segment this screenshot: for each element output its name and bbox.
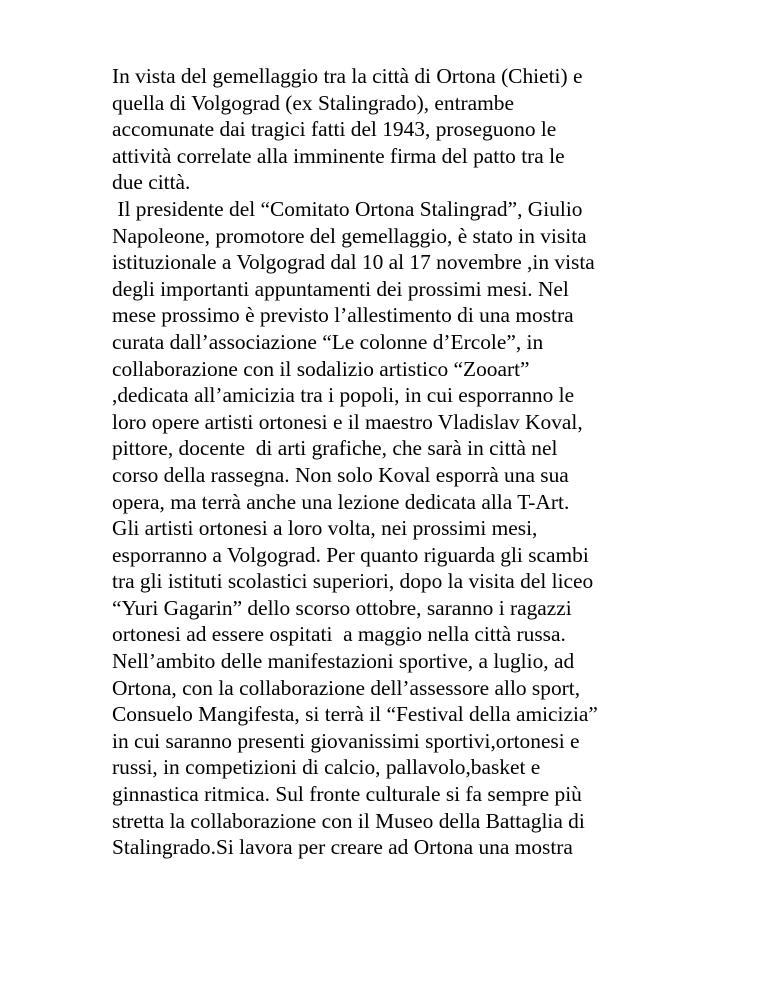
- text-line: Napoleone, promotore del gemellaggio, è stato in visita: [112, 223, 587, 248]
- text-line: quella di Volgograd (ex Stalingrado), entrambe: [112, 90, 514, 115]
- text-line: curata dall’associazione “Le colonne d’Ercole”, in: [112, 329, 544, 354]
- text-line: Nell’ambito delle manifestazioni sportive, a luglio, ad: [112, 649, 575, 674]
- text-line: loro opere artisti ortonesi e il maestro Vladislav Koval,: [112, 409, 583, 434]
- text-line: ,dedicata all’amicizia tra i popoli, in cui esporranno le: [112, 383, 575, 408]
- text-line: mese prossimo è previsto l’allestimento di una mostra: [112, 303, 574, 328]
- text-line: In vista del gemellaggio tra la città di Ortona (Chieti) e: [112, 64, 583, 88]
- text-line: Stalingrado.Si lavora per creare ad Ortona una mostra: [112, 835, 573, 860]
- text-line: tra gli istituti scolastici superiori, dopo la visita del liceo: [112, 569, 594, 594]
- text-line: corso della rassegna. Non solo Koval esporrà una sua: [112, 462, 569, 487]
- text-line: pittore, docente di arti grafiche, che sarà in città nel: [112, 436, 558, 461]
- text-line: degli importanti appuntamenti dei prossimi mesi. Nel: [112, 276, 569, 301]
- text-line: collaborazione con il sodalizio artistico “Zooart”: [112, 356, 530, 381]
- text-line: Gli artisti ortonesi a loro volta, nei prossimi mesi,: [112, 516, 538, 541]
- text-line: opera, ma terrà anche una lezione dedicata alla T-Art.: [112, 489, 570, 514]
- text-line: accomunate dai tragici fatti del 1943, proseguono le: [112, 117, 557, 142]
- text-line: esporranno a Volgograd. Per quanto riguarda gli scambi: [112, 542, 589, 567]
- text-line: Il presidente del “Comitato Ortona Stalingrad”, Giulio: [112, 196, 583, 221]
- text-line: ginnastica ritmica. Sul fronte culturale si fa sempre più: [112, 782, 582, 807]
- text-line: istituzionale a Volgograd dal 10 al 17 novembre ,in vista: [112, 250, 595, 275]
- text-line: “Yuri Gagarin” dello scorso ottobre, saranno i ragazzi: [112, 595, 572, 620]
- article-body: [112, 63, 712, 861]
- text-line: due città.: [112, 170, 191, 195]
- text-line: attività correlate alla imminente firma del patto tra le: [112, 143, 565, 168]
- text-line: stretta la collaborazione con il Museo della Battaglia di: [112, 808, 585, 833]
- text-line: Consuelo Mangifesta, si terrà il “Festival della amicizia”: [112, 702, 598, 727]
- text-line: russi, in competizioni di calcio, pallavolo,basket e: [112, 755, 541, 780]
- text-line: in cui saranno presenti giovanissimi sportivi,ortonesi e: [112, 728, 580, 753]
- text-line: Ortona, con la collaborazione dell’assessore allo sport,: [112, 675, 581, 700]
- text-line: ortonesi ad essere ospitati a maggio nella città russa.: [112, 622, 566, 647]
